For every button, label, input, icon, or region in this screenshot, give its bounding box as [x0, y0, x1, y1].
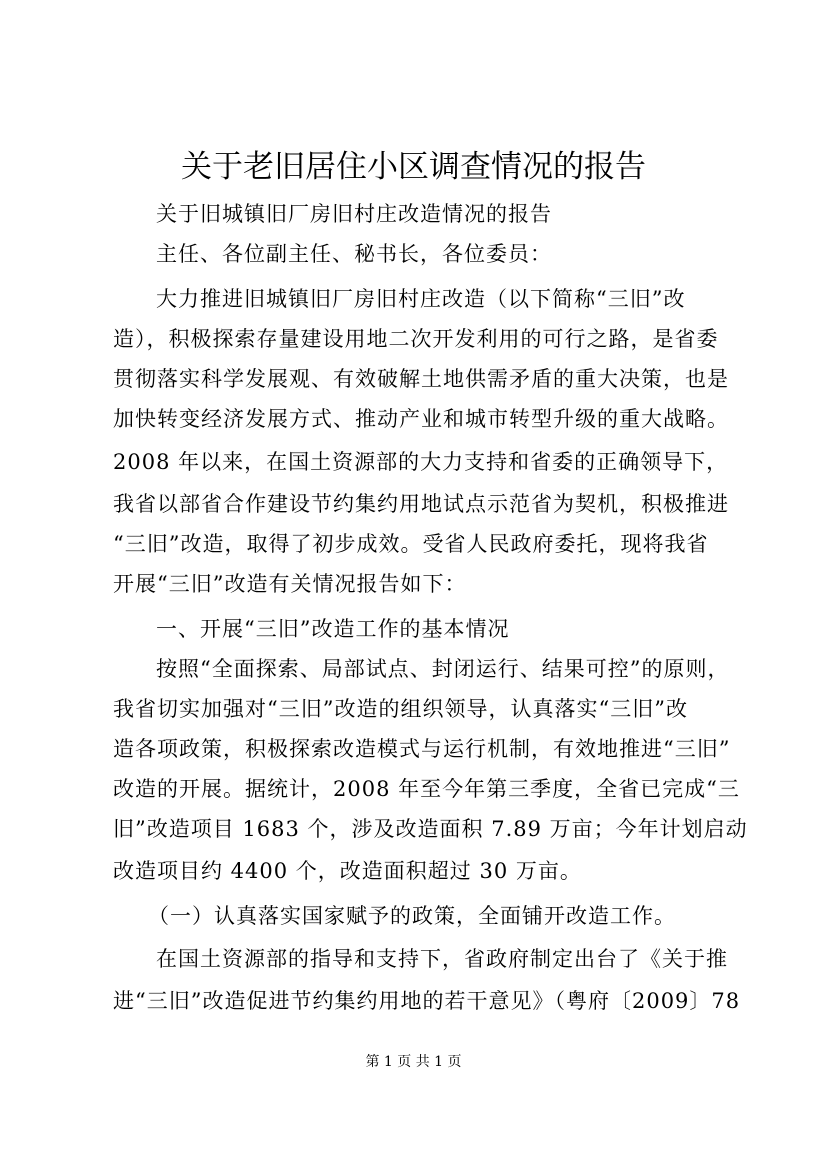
- body-line: 进“三旧”改造促进节约集约用地的若干意见》（粤府〔2009〕78: [113, 989, 741, 1013]
- body-line: 加快转变经济发展方式、推动产业和城市转型升级的重大战略。: [113, 407, 729, 431]
- body-line: 开展“三旧”改造有关情况报告如下：: [113, 572, 467, 596]
- subsection-heading: （一）认真落实国家赋予的政策，全面铺开改造工作。: [148, 904, 676, 928]
- body-line: 旧”改造项目 1683 个，涉及改造面积 7.89 万亩；今年计划启动: [113, 817, 748, 841]
- body-line: 大力推进旧城镇旧厂房旧村庄改造（以下简称“三旧”改: [156, 287, 686, 311]
- body-line: “三旧”改造，取得了初步成效。受省人民政府委托，现将我省: [113, 532, 709, 556]
- body-line: 按照“全面探索、局部试点、封闭运行、结果可控”的原则，: [156, 657, 730, 681]
- section-heading: 一、开展“三旧”改造工作的基本情况: [156, 617, 510, 641]
- subtitle-line: 关于旧城镇旧厂房旧村庄改造情况的报告: [156, 202, 552, 226]
- body-line: 造），积极探索存量建设用地二次开发利用的可行之路，是省委: [113, 327, 719, 351]
- body-line: 2008 年以来，在国土资源部的大力支持和省委的正确领导下，: [113, 450, 729, 474]
- body-line: 我省切实加强对“三旧”改造的组织领导，认真落实“三旧”改: [113, 697, 688, 721]
- page-footer: 第 1 页 共 1 页: [365, 1054, 462, 1070]
- body-line: 改造项目约 4400 个，改造面积超过 30 万亩。: [113, 859, 582, 883]
- body-line: 造各项政策，积极探索改造模式与运行机制，有效地推进“三旧”: [113, 737, 731, 761]
- salutation-line: 主任、各位副主任、秘书长，各位委员：: [156, 242, 552, 266]
- body-line: 在国土资源部的指导和支持下，省政府制定出台了《关于推: [156, 947, 728, 971]
- body-line: 改造的开展。据统计，2008 年至今年第三季度，全省已完成“三: [113, 777, 740, 801]
- body-line: 贯彻落实科学发展观、有效破解土地供需矛盾的重大决策，也是: [113, 367, 729, 391]
- body-line: 我省以部省合作建设节约集约用地试点示范省为契机，积极推进: [113, 492, 729, 516]
- document-title: 关于老旧居住小区调查情况的报告: [181, 149, 646, 185]
